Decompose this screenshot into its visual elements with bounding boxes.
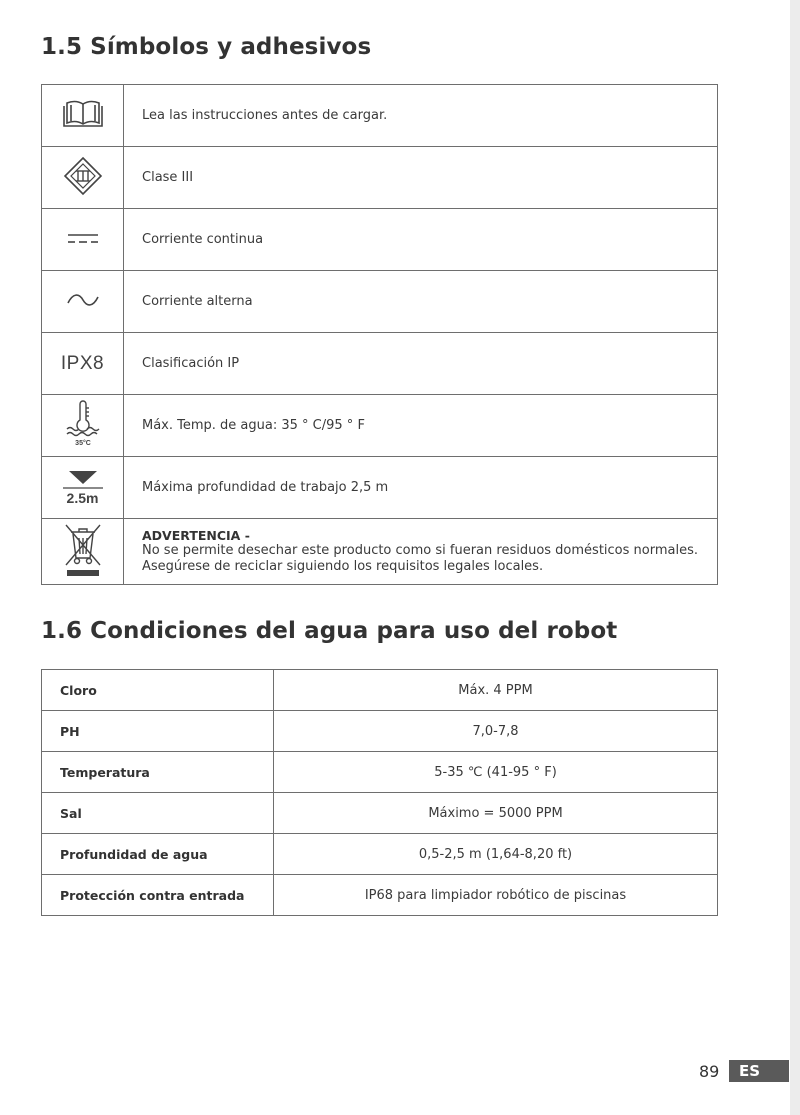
water-temperature-icon	[63, 400, 103, 448]
max-depth-icon	[63, 470, 103, 506]
language-badge: ES	[729, 1060, 789, 1082]
table-row	[42, 147, 718, 209]
table-row	[42, 793, 718, 834]
weee-crossed-bin-icon	[63, 522, 103, 578]
condition-parameter: Temperatura	[42, 752, 274, 793]
symbol-description: Lea las instrucciones antes de cargar.	[124, 85, 718, 147]
alternating-current-icon	[67, 293, 99, 307]
table-row	[42, 457, 718, 519]
symbol-description: Corriente alterna	[124, 271, 718, 333]
symbol-description: Corriente continua	[124, 209, 718, 271]
condition-value: 5-35 ℃ (41-95 ° F)	[274, 752, 718, 793]
section-title-water-conditions: 1.6 Condiciones del agua para uso del robot	[41, 618, 618, 644]
table-row	[42, 271, 718, 333]
water-conditions-table	[41, 669, 718, 916]
condition-parameter: Profundidad de agua	[42, 834, 274, 875]
class-iii-icon	[63, 156, 103, 196]
table-row	[42, 209, 718, 271]
book-icon	[63, 99, 103, 129]
condition-parameter: Protección contra entrada	[42, 875, 274, 916]
symbol-description: Máx. Temp. de agua: 35 ° C/95 ° F	[124, 395, 718, 457]
condition-value: IP68 para limpiador robótico de piscinas	[274, 875, 718, 916]
warning-text-line: No se permite desechar este producto como si fueran residuos domésticos normales.	[142, 543, 698, 558]
page-number: 89	[699, 1062, 720, 1081]
warning-title: ADVERTENCIA -	[142, 528, 250, 543]
depth-label: 2.5m	[66, 489, 99, 506]
table-row	[42, 85, 718, 147]
condition-value: Máximo = 5000 PPM	[274, 793, 718, 834]
down-triangle-icon	[63, 470, 103, 490]
symbol-description: Clase III	[124, 147, 718, 209]
condition-parameter: Sal	[42, 793, 274, 834]
warning-text-line: Asegúrese de reciclar siguiendo los requisitos legales locales.	[142, 559, 544, 574]
condition-parameter: Cloro	[42, 670, 274, 711]
page-edge-strip	[790, 0, 800, 1115]
condition-parameter: PH	[42, 711, 274, 752]
table-row	[42, 875, 718, 916]
temperature-label: 35°C	[74, 439, 91, 447]
table-row	[42, 834, 718, 875]
condition-value: 7,0-7,8	[274, 711, 718, 752]
condition-value: Máx. 4 PPM	[274, 670, 718, 711]
direct-current-icon	[67, 231, 99, 245]
section-title-symbols: 1.5 Símbolos y adhesivos	[41, 34, 372, 60]
symbol-description: Clasificación IP	[124, 333, 718, 395]
symbol-description: Máxima profundidad de trabajo 2,5 m	[124, 457, 718, 519]
table-row	[42, 752, 718, 793]
symbols-table	[41, 84, 718, 585]
table-row	[42, 333, 718, 395]
table-row	[42, 711, 718, 752]
table-row	[42, 670, 718, 711]
condition-value: 0,5-2,5 m (1,64-8,20 ft)	[274, 834, 718, 875]
table-row-warning	[42, 519, 718, 585]
ipx8-icon: IPX8	[60, 352, 105, 374]
table-row	[42, 395, 718, 457]
